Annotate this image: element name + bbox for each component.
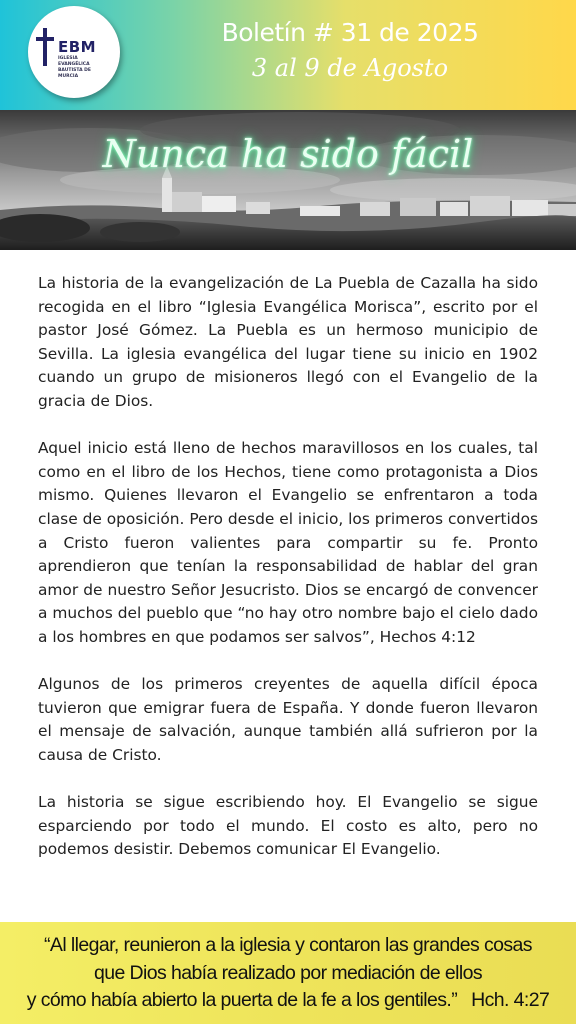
town-photo: [0, 110, 576, 250]
bible-reference: Hch. 4:27: [471, 989, 550, 1011]
article-body: [38, 272, 538, 885]
bulletin-dates: 3 al 9 de Agosto: [251, 54, 449, 82]
paragraph: Algunos de los primeros creyentes de aquella difícil época tuvieron que emigrar fuera de España. Y donde fueron llevaron el mensaje de salvación, aunque también allá sufrieron por la causa de Cristo.: [38, 675, 538, 764]
header-band: [0, 0, 576, 110]
bible-quote: [6, 932, 570, 1015]
quote-line: y cómo había abierto la puerta de la fe a los gentiles.”: [26, 989, 458, 1011]
logo-subtitle: [58, 56, 108, 80]
cross-icon: [36, 28, 54, 66]
quote-line: “Al llegar, reunieron a la iglesia y contaron las grandes cosas: [44, 934, 532, 956]
paragraph: La historia se sigue escribiendo hoy. El Evangelio se sigue esparciendo por todo el mundo. El costo es alto, pero no podemos desistir. Debemos comunicar El Evangelio.: [38, 793, 538, 859]
bulletin-title: Boletín # 31 de 2025: [221, 18, 479, 47]
logo-subtitle-line1: IGLESIA EVANGÉLICA: [58, 56, 90, 67]
town-photo-banner: [0, 110, 576, 250]
article-title: Nunca ha sido fácil: [102, 132, 474, 176]
quote-line-last: [6, 987, 570, 1015]
quote-line: que Dios había realizado por mediación de ellos: [93, 961, 483, 984]
paragraph: Aquel inicio está lleno de hechos maravillosos en los cuales, tal como en el libro de los Hechos, tiene como protagonista a Dios mismo. Quienes llevaron el Evangelio se enfrentaron a toda clase de oposición. Pero desde el inicio, los primeros convertidos a Cristo fueron valientes para compartir su fe. Pronto aprendieron que tenían la responsabilidad de hablar del gran amor de nuestro Señor Jesucristo. Dios se encargó de convencer a muchos del pueblo que “no hay otro nombre bajo el cielo dado a los hombres en que podamos ser salvos”, Hechos 4:12: [38, 439, 538, 646]
logo-abbreviation: EBM: [58, 38, 97, 56]
paragraph: La historia de la evangelización de La Puebla de Cazalla ha sido recogida en el libro “Iglesia Evangélica Morisca”, escrito por el pastor José Gómez. La Puebla es un hermoso municipio de Sevilla. La iglesia evangélica del lugar tiene su inicio en 1902 cuando un grupo de misioneros llegó con el Evangelio de la gracia de Dios.: [38, 274, 538, 410]
footer-quote-band: [0, 922, 576, 1024]
logo-subtitle-line2: BAUTISTA DE MURCIA: [58, 68, 91, 79]
